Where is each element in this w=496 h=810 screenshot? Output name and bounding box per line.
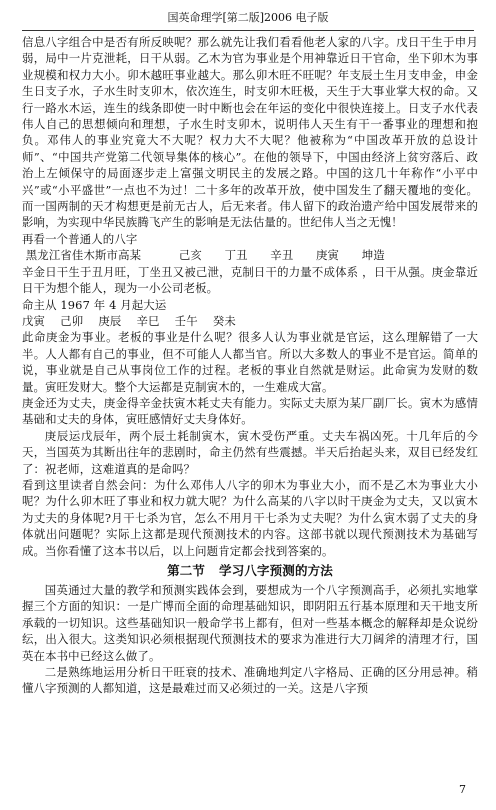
paragraph-questions: 看到这里读者自然会问：为什么邓伟人八字的卯木为事业大小，而不是乙木为事业大小呢？为什么卯木旺了事业和权力就大呢？为什么高某的八字以时干庚金为丈夫，又以寅木为丈夫的身体呢?月干七杀为官，怎么不用月干七杀为丈夫呢？为什么寅木弱了丈夫的身体就出问题呢？实际上这都是现代预测技术的内容。这部书就以现代预测技术为基础写成。当你看懂了这本书以后，以上问题肯定都会找到答案的。 (22, 477, 478, 558)
paragraph-deng-analysis: 信息八字组合中是否有所反映呢？那么就先让我们看看他老人家的八字。戊日干生于申月弱，局中一片克泄耗，日干从弱。乙木为官为事业是个用神靠近日干官命，坐下卯木为事业规模和权力大小。卯木越旺事业越大。那么卯木旺不旺呢？年支辰土生月支申金，申金生日支子水，子水生时支卯木，依次连生，时支卯木旺极，天生于大事业掌大权的命。又行一路水木运，连生的线条即使一时中断也会在年运的变化中很快连接上。日支子水代表伟人自己的思想倾向和理想，子水生时支卯木，说明伟人天生有干一番事业的理想和抱负。邓伟人的事业究竟大不大呢？权力大不大呢？他被称为“中国改革开放的总设计师”、“中国共产党第二代领导集体的核心”。在他的领导下，中国由经济上贫穷落后、政治上左倾保守的局面逐步走上富强文明民主的发展之路。中国的这几十年称作“小平中兴”或“小平盛世”一点也不为过！二十多年的改革开放，使中国发生了翻天覆地的变化。而一国两制的天才构想更是前无古人，后无来者。伟人留下的政治遗产给中国发展带来的影响，为实现中华民族腾飞产生的影响是无法估量的。世纪伟人当之无愧！ (22, 35, 478, 230)
paragraph-gao-analysis: 辛金日干生于丑月旺，丁坐丑又被己泄，克制日干的力量不成体系 ，日干从强。庚金靠近日干为想个能人，现为一小公司老板。 (22, 264, 478, 296)
paragraph-method-two: 二是熟练地运用分析日干旺衰的技术、准确地判定八字格局、正确的区分用忌神。稍懂八字预测的人都知道，这是最难过而又必须过的一关。这是八字预 (22, 665, 478, 696)
page-header: 国英命理学[第二版]2006 电子版 (22, 6, 474, 31)
paragraph-husband: 庚金还为丈夫，庚金得辛金扶寅木耗丈夫有能力。实际丈夫原为某厂副厂长。寅木为感情基础和丈夫的身体，寅旺感情好丈夫身体好。 (22, 395, 478, 427)
dayun-sequence: 戊寅 己卯 庚辰 辛巳 壬午 癸未 (22, 313, 236, 328)
page-content (22, 34, 478, 697)
section-number: 第二节 (167, 563, 206, 578)
paragraph-method-one: 国英通过大量的教学和预测实践体会到，要想成为一个八字预测高手，必须扎实地掌握三个方面的知识：一是广博而全面的命理基础知识，即阴阳五行基本原理和天干地支所承载的一切知识。这些基础知识一般命学书上都有，但对一些基本概念的解释却是众说纷纭，出入很大。这类知识必须根据现代预测技术的要求为准进行大刀阔斧的清理才行，国英在本书中已经这么做了。 (22, 583, 478, 663)
page-number: 7 (459, 783, 466, 796)
section-heading (22, 562, 478, 580)
paragraph-ordinary-intro: 再看一个普通人的八字 (22, 231, 138, 246)
bazi-chart-gao: 黑龙江省佳木斯市高某 己亥 丁丑 辛丑 庚寅 坤造 (22, 248, 385, 263)
section-title: 学习八字预测的方法 (219, 563, 333, 578)
paragraph-accident: 庚辰运戊辰年，两个辰土耗制寅木，寅木受伤严重。丈夫车祸凶死。十几年后的今天，当国英为其断出往年的悲剧时，命主仍然有些震撼。半天后抬起头来，双目已经发红了：祝老师，这难道真的是命吗？ (22, 428, 478, 476)
paragraph-career: 此命庚金为事业。老板的事业是什么呢？很多人认为事业就是官运，这么理解错了一大半。人人都有自己的事业，但不可能人人都当官。所以大多数人的事业不是官运。简单的说，事业就是自己从事岗位工作的过程。老板的事业自然就是财运。此命寅为发财的数量。寅旺发财大。整个大运都是克制寅木的，一生难成大富。 (22, 330, 478, 394)
paragraph-dayun-start: 命主从 1967 年 4 月起大运 (22, 297, 167, 312)
